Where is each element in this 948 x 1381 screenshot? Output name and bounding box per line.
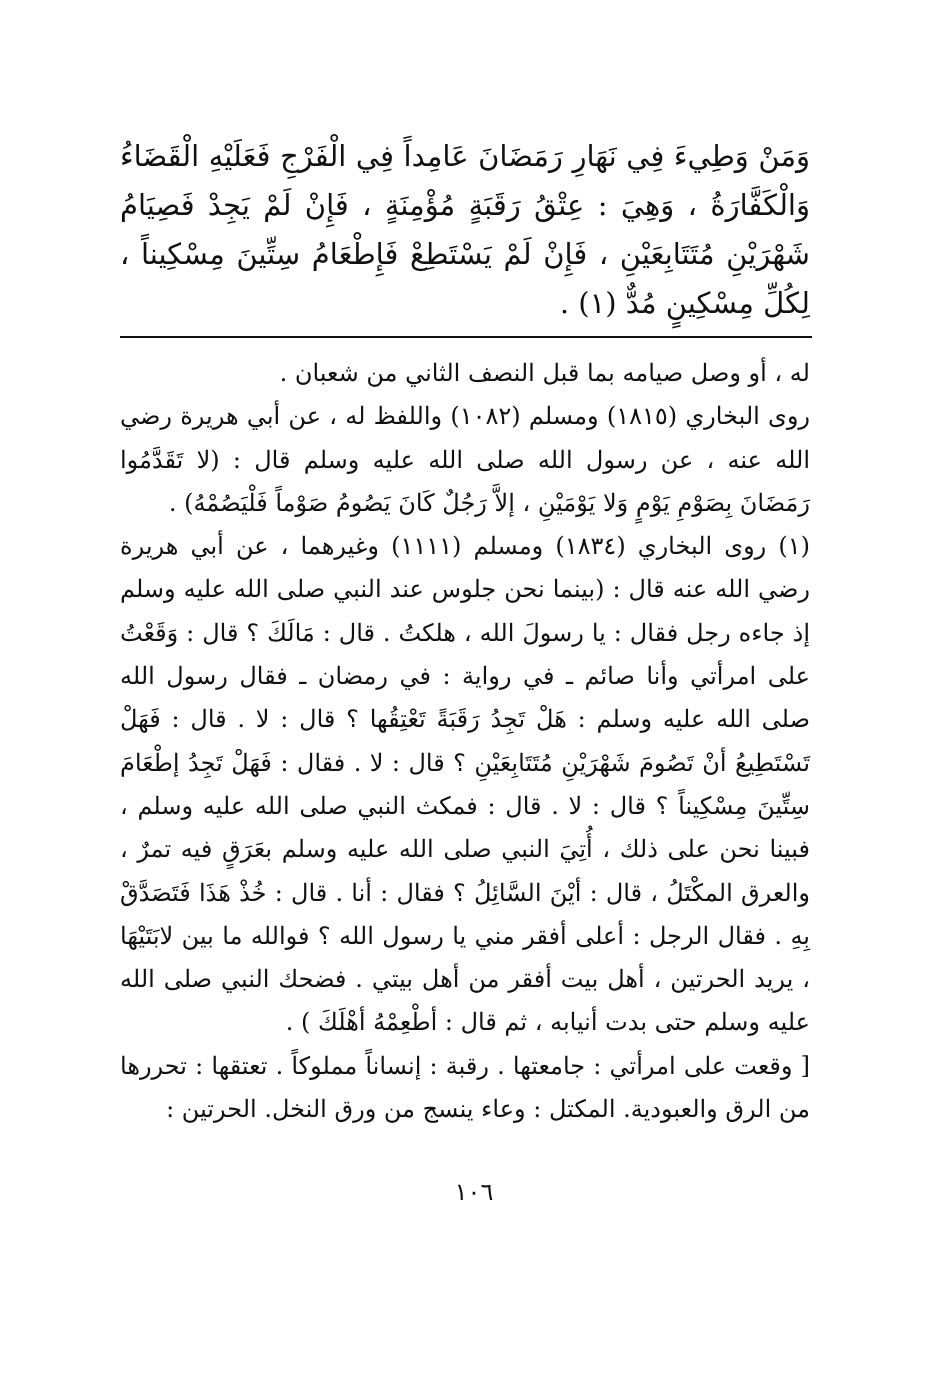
footnotes: [120, 352, 810, 1131]
page-number: ١٠٦: [454, 1178, 494, 1206]
main-paragraph: وَمَنْ وَطِيءَ فِي نَهَارِ رَمَضَانَ عَامِداً فِي الْفَرْجِ فَعَلَيْهِ الْقَضَاءُ وَالْكَفَّارَةُ ، وَهِيَ : عِتْقُ رَقَبَةٍ مُؤْمِنَةٍ ، فَإِنْ لَمْ يَجِدْ فَصِيَامُ شَهْرَيْنِ مُتَتَابِعَيْنِ ، فَإِنْ لَمْ يَسْتَطِعْ فَإِطْعَامُ سِتِّينَ مِسْكِيناً ، لِكُلِّ مِسْكِينٍ مُدٌّ (١) .: [120, 139, 810, 320]
main-text: [120, 132, 810, 328]
footnote-paragraph: له ، أو وصل صيامه بما قبل النصف الثاني من شعبان .: [279, 359, 810, 387]
footnote-divider: [120, 336, 812, 338]
footnote-paragraph: روى البخاري (١٨١٥) ومسلم (١٠٨٢) واللفظ له ، عن أبي هريرة رضي الله عنه ، عن رسول الله صلى الله عليه وسلم قال : (لا تَقَدَّمُوا رَمَضَانَ بِصَوْمِ يَوْمٍ وَلا يَوْمَيْنِ ، إلاَّ رَجُلٌ كَانَ يَصُومُ صَوْماً فَلْيَصُمْهُ) .: [120, 402, 810, 517]
footnote-paragraph: [ وقعت على امرأتي : جامعتها . رقبة : إنساناً مملوكاً . تعتقها : تحررها من الرق والعبودية. المكتل : وعاء ينسج من ورق النخل. الحرتين :: [120, 1051, 810, 1124]
footnote-paragraph: (١) روى البخاري (١٨٣٤) ومسلم (١١١١) وغيرهما ، عن أبي هريرة رضي الله عنه قال : (بينما نحن جلوس عند النبي صلى الله عليه وسلم إذ جاءه رجل فقال : يا رسولَ الله ، هلكتُ . قال : مَالَكَ ؟ قال : وَقَعْتُ على امرأتي وأنا صائم ـ في رواية : في رمضان ـ فقال رسول الله صلى الله عليه وسلم : هَلْ تَجِدُ رَقَبَةً تَعْتِقُها ؟ قال : لا . قال : فَهَلْ تَسْتَطِيعُ أنْ تَصُومَ شَهْرَيْنِ مُتَتَابِعَيْنِ ؟ قال : لا . فقال : فَهَلْ تَجِدُ إطْعَامَ سِتِّينَ مِسْكِيناً ؟ قال : لا . قال : فمكث النبي صلى الله عليه وسلم ، فبينا نحن على ذلك ، أُتِيَ النبي صلى الله عليه وسلم بعَرَقٍ فيه تمرٌ ، والعرق المكْتَلُ ، قال : أيْنَ السَّائِلُ ؟ فقال : أنا . قال : خُذْ هَذَا فَتَصَدَّقْ بِهِ . فقال الرجل : أعلى أفقر مني يا رسول الله ؟ فوالله ما بين لابَتَيْهَا ، يريد الحرتين ، أهل بيت أفقر من أهل بيتي . فضحك النبي صلى الله عليه وسلم حتى بدت أنيابه ، ثم قال : أطْعِمْهُ أهْلَكَ ) .: [120, 532, 810, 1037]
